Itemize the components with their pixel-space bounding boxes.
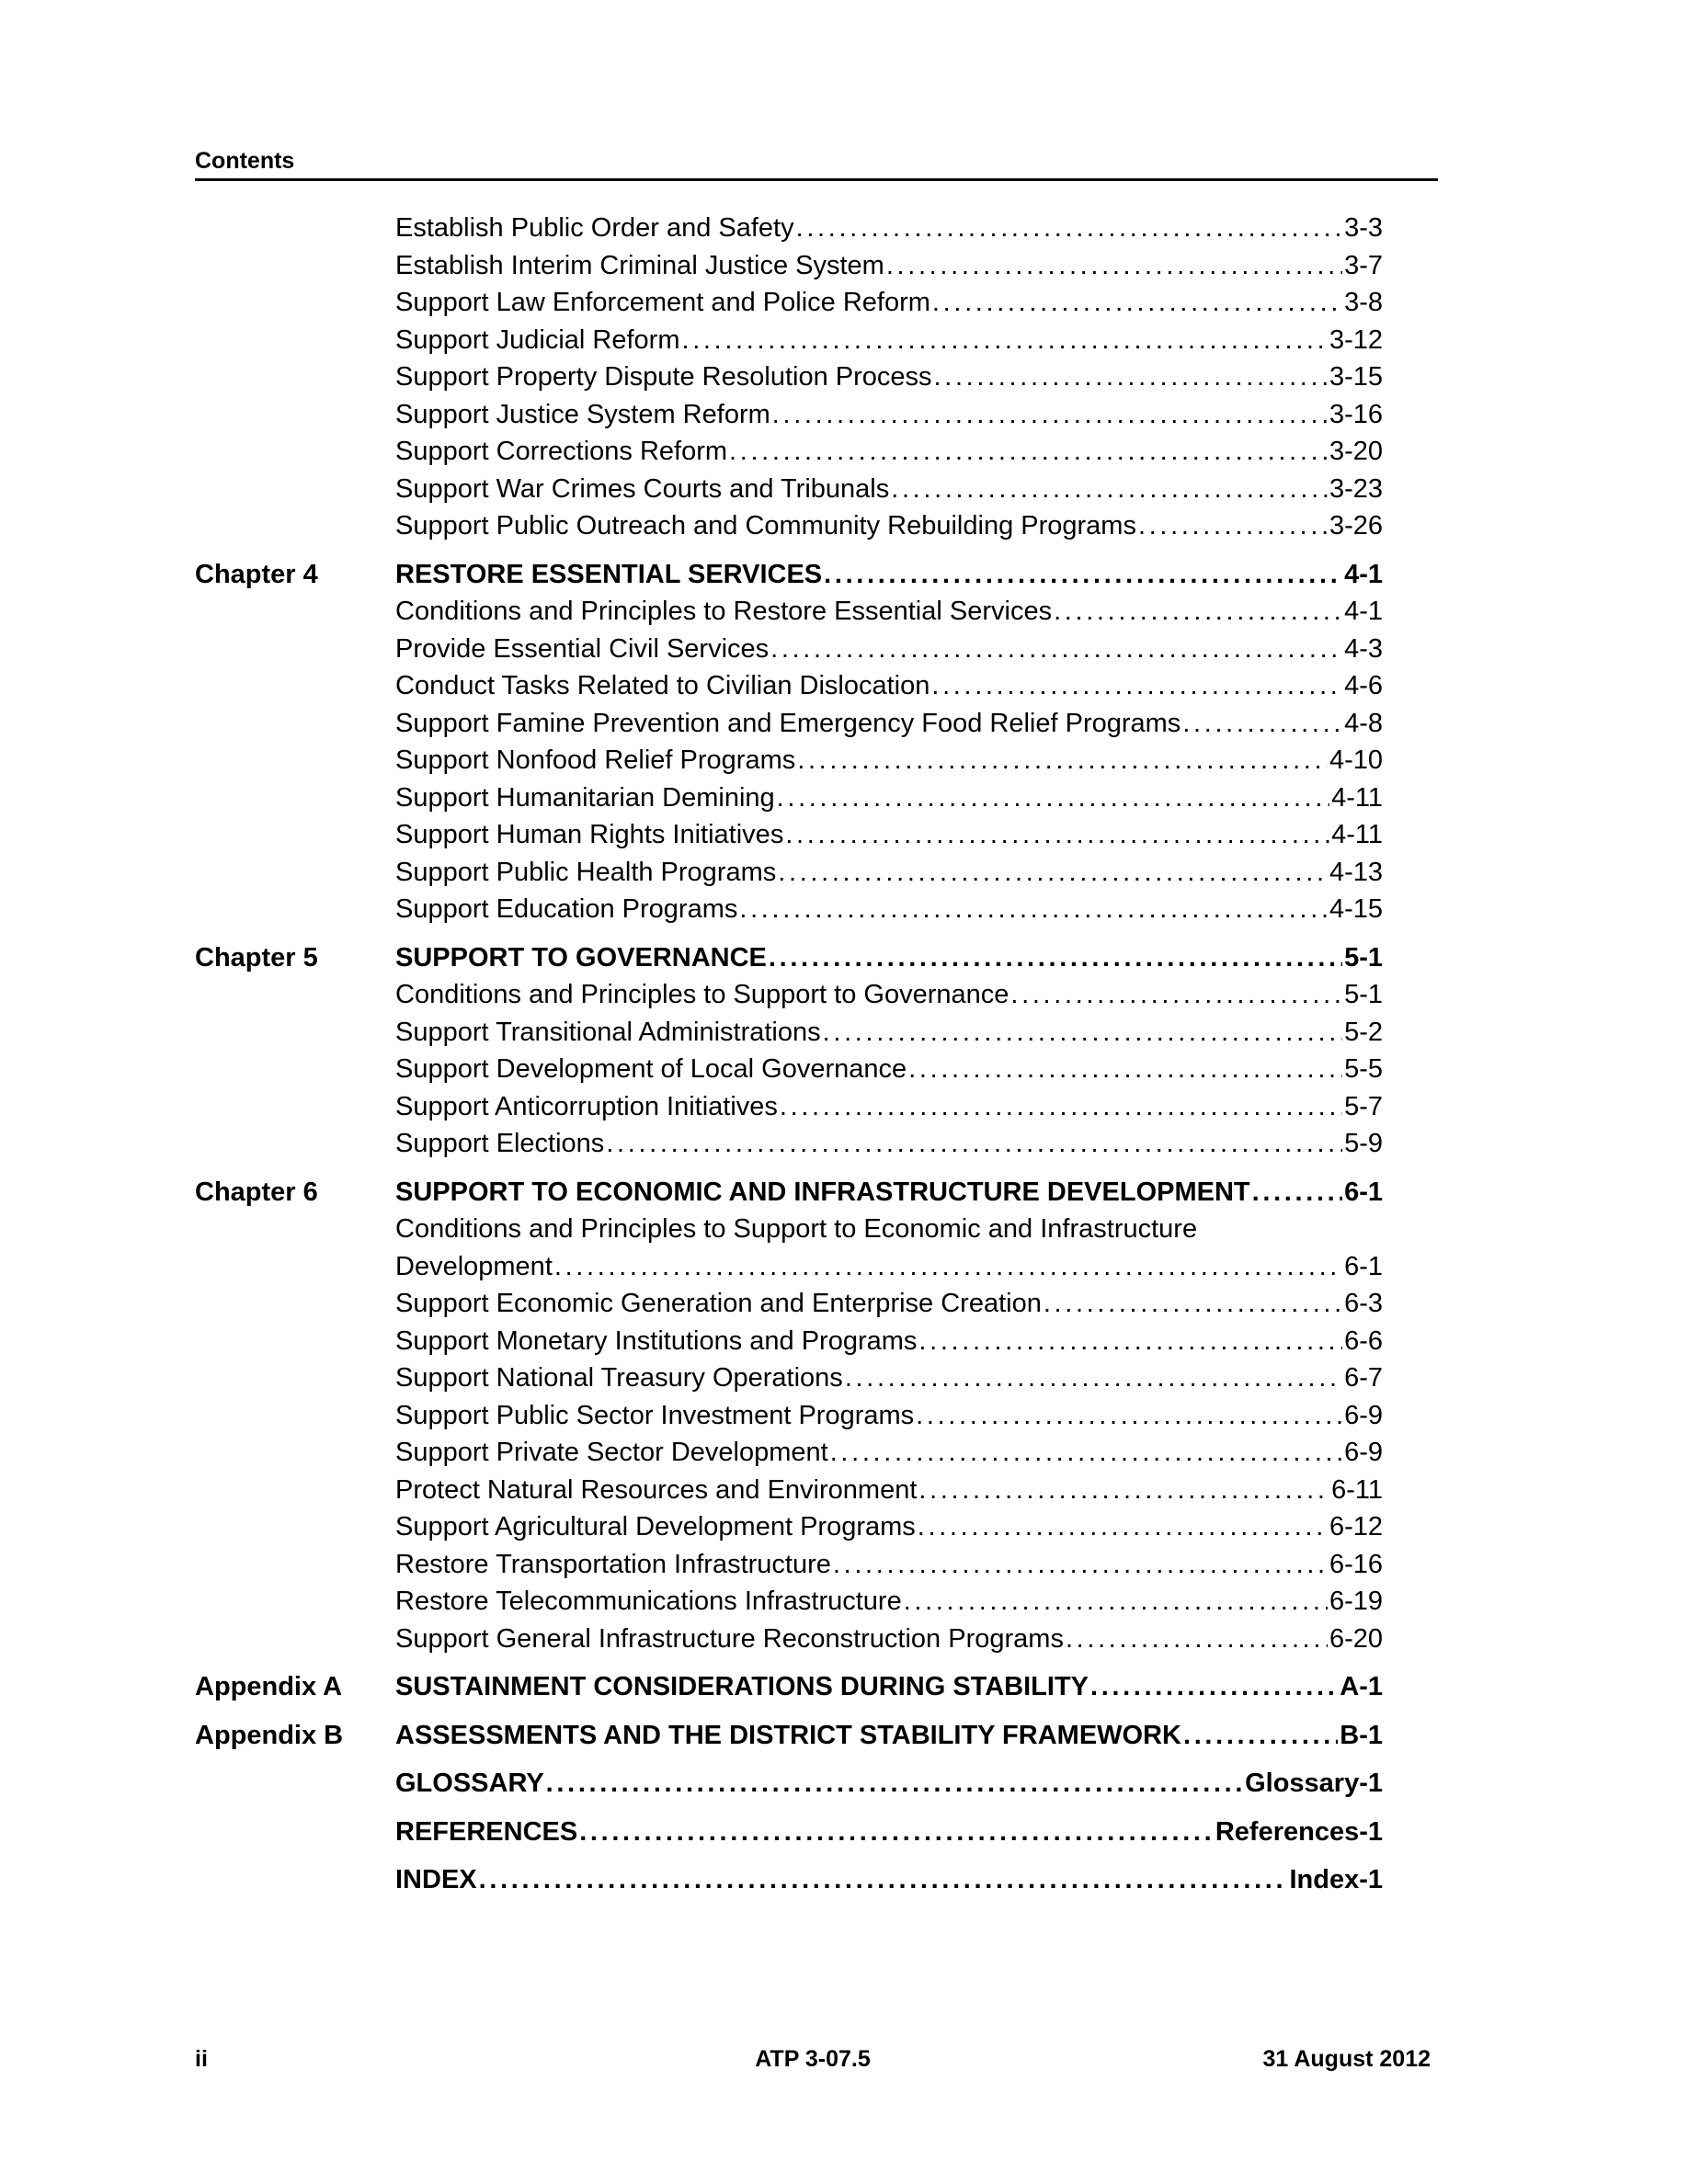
toc-entry[interactable] [395, 322, 1383, 359]
entry-page-number: 3-7 [1344, 250, 1383, 280]
dot-leader [1066, 1621, 1328, 1658]
toc-entry[interactable] [395, 891, 1383, 928]
entry-page-number: 3-23 [1329, 473, 1383, 504]
dot-leader [1044, 1285, 1342, 1323]
entry-page-number: References-1 [1215, 1816, 1383, 1847]
entry-page-number: 5-7 [1344, 1091, 1383, 1121]
entry-title: REFERENCES [395, 1816, 578, 1847]
entry-page-number: 3-15 [1329, 362, 1383, 392]
entry-title: Support Elections [395, 1129, 605, 1158]
entry-title: Support Justice System Reform [395, 399, 770, 429]
toc-section [195, 939, 1383, 1163]
toc-section [195, 1174, 1383, 1658]
entry-title: Support General Infrastructure Reconstruction Programs [395, 1623, 1064, 1654]
dot-leader [918, 1472, 1329, 1509]
entry-page-number: 6-7 [1344, 1363, 1383, 1393]
entry-page-number: 5-2 [1344, 1017, 1383, 1047]
entry-title: Conditions and Principles to Restore Essential Services [395, 597, 1053, 626]
entry-title: Support Law Enforcement and Police Reform [395, 288, 930, 317]
footer-page-number: ii [195, 2046, 208, 2072]
entry-page-number: 4-1 [1344, 597, 1383, 626]
entry-page-number: 3-12 [1329, 324, 1383, 355]
toc-heading-entry[interactable] [395, 1668, 1383, 1706]
toc-section [195, 1668, 1383, 1706]
toc-heading-entry[interactable] [395, 556, 1383, 594]
footer-date: 31 August 2012 [1262, 2046, 1431, 2072]
section-label: Chapter 5 [195, 942, 318, 973]
toc-section [195, 1814, 1383, 1851]
entry-title: Support Humanitarian Demining [395, 782, 775, 813]
toc-heading-entry[interactable] [395, 1814, 1383, 1851]
dot-leader [830, 1434, 1342, 1472]
dot-leader [1054, 593, 1342, 631]
section-label: Appendix B [195, 1720, 344, 1750]
entry-title: Conditions and Principles to Support to Governance [395, 980, 1009, 1009]
entry-page-number: 3-26 [1329, 511, 1383, 540]
entry-title: Restore Telecommunications Infrastructure [395, 1587, 902, 1616]
dot-leader [891, 471, 1328, 508]
entry-page-number: 5-5 [1344, 1054, 1383, 1084]
toc-entry[interactable] [395, 1051, 1383, 1088]
entry-title: Support Famine Prevention and Emergency Food Relief Programs [395, 708, 1181, 738]
dot-leader [778, 854, 1328, 892]
toc-entry[interactable] [395, 1472, 1383, 1509]
dot-leader [797, 742, 1328, 779]
entry-page-number: 6-9 [1344, 1400, 1383, 1430]
toc-entry[interactable] [395, 358, 1383, 396]
entry-page-number: 6-1 [1344, 1177, 1383, 1207]
toc-entry[interactable] [395, 1397, 1383, 1435]
toc-entry[interactable] [395, 1285, 1383, 1323]
entry-page-number: 6-11 [1331, 1474, 1383, 1505]
toc-entry[interactable] [395, 1621, 1383, 1658]
entry-page-number: 6-16 [1329, 1549, 1383, 1579]
dot-leader [1010, 976, 1342, 1014]
toc-entry[interactable] [395, 976, 1383, 1014]
toc-entry[interactable] [395, 779, 1383, 817]
section-entries [395, 1174, 1383, 1658]
header-title: Contents [195, 148, 295, 174]
entry-title: Support Economic Generation and Enterprise Creation [395, 1289, 1042, 1318]
footer-publication: ATP 3-07.5 [755, 2046, 871, 2072]
dot-leader [934, 358, 1328, 396]
toc-section [195, 210, 1383, 545]
dot-leader [769, 939, 1342, 977]
toc-entry[interactable] [395, 1088, 1383, 1126]
section-entries [395, 1861, 1383, 1899]
entry-title: Support War Crimes Courts and Tribunals [395, 473, 890, 504]
dot-leader [931, 667, 1342, 705]
dot-leader [904, 1583, 1328, 1621]
dot-leader [739, 891, 1328, 928]
entry-title: SUSTAINMENT CONSIDERATIONS DURING STABILITY [395, 1672, 1089, 1701]
dot-leader [886, 247, 1342, 285]
entry-page-number: 4-11 [1331, 820, 1383, 849]
entry-page-number: 4-1 [1344, 559, 1383, 589]
entry-page-number: 5-1 [1344, 980, 1383, 1009]
entry-page-number: 3-8 [1344, 288, 1383, 317]
entry-page-number: 3-3 [1344, 213, 1383, 243]
toc-entry[interactable] [395, 667, 1383, 705]
dot-leader [681, 322, 1327, 359]
entry-title: Support Private Sector Development [395, 1438, 828, 1467]
section-entries [395, 1765, 1383, 1803]
entry-title: Support National Treasury Operations [395, 1363, 843, 1393]
section-label: Chapter 4 [195, 559, 318, 589]
dot-leader [772, 396, 1328, 434]
toc-entry[interactable] [395, 1546, 1383, 1584]
entry-title: Support Public Sector Investment Programs [395, 1400, 915, 1430]
toc-entry[interactable] [395, 742, 1383, 779]
dot-leader [1252, 1174, 1342, 1211]
entry-title: RESTORE ESSENTIAL SERVICES [395, 559, 823, 589]
dot-leader [833, 1546, 1328, 1584]
table-of-contents [195, 210, 1383, 1899]
entry-title: Protect Natural Resources and Environment [395, 1474, 918, 1505]
dot-leader [579, 1814, 1214, 1851]
entry-title: Support Nonfood Relief Programs [395, 745, 796, 775]
entry-page-number: 6-20 [1329, 1623, 1383, 1654]
entry-title: Support Judicial Reform [395, 324, 680, 355]
entry-title: Support Human Rights Initiatives [395, 820, 784, 849]
toc-section [195, 1861, 1383, 1899]
toc-entry[interactable] [395, 471, 1383, 508]
dot-leader [823, 1014, 1342, 1052]
entry-page-number: 4-3 [1344, 633, 1383, 664]
entry-title: Support Public Outreach and Community Rebuilding Programs [395, 511, 1136, 540]
dot-leader [918, 1508, 1328, 1546]
page-footer [195, 2042, 1431, 2076]
toc-entry[interactable] [395, 284, 1383, 322]
toc-heading-entry[interactable] [395, 1765, 1383, 1803]
entry-title: Support Education Programs [395, 894, 738, 924]
dot-leader [918, 1323, 1342, 1360]
section-entries [395, 939, 1383, 1163]
dot-leader [780, 1088, 1342, 1126]
entry-title: Provide Essential Civil Services [395, 633, 770, 664]
section-entries [395, 210, 1383, 545]
dot-leader [1182, 705, 1342, 743]
dot-leader [932, 284, 1342, 322]
entry-page-number: 6-12 [1329, 1512, 1383, 1541]
entry-title: Development [395, 1251, 553, 1281]
entry-page-number: 5-1 [1344, 942, 1383, 973]
entry-title: Support Corrections Reform [395, 437, 728, 466]
entry-page-number: Index-1 [1289, 1865, 1383, 1894]
entry-page-number: 4-11 [1331, 782, 1383, 813]
toc-entry[interactable] [395, 507, 1383, 545]
toc-entry[interactable] [395, 396, 1383, 434]
section-entries [395, 1717, 1383, 1755]
toc-heading-entry[interactable] [395, 1861, 1383, 1899]
entry-title: Support Transitional Administrations [395, 1017, 821, 1047]
entry-page-number: 3-20 [1329, 437, 1383, 466]
toc-entry[interactable] [395, 1125, 1383, 1163]
entry-title: Restore Transportation Infrastructure [395, 1549, 831, 1579]
toc-entry[interactable] [395, 854, 1383, 892]
toc-entry[interactable] [395, 1583, 1383, 1621]
entry-title: Support Property Dispute Resolution Process [395, 362, 932, 392]
dot-leader [1183, 1717, 1338, 1755]
entry-title: Conditions and Principles to Support to Economic and Infrastructure [395, 1214, 1198, 1244]
entry-page-number: 5-9 [1344, 1129, 1383, 1158]
entry-page-number: Glossary-1 [1245, 1769, 1383, 1798]
toc-entry[interactable] [395, 1359, 1383, 1397]
toc-entry[interactable] [395, 1014, 1383, 1052]
entry-page-number: 6-19 [1329, 1587, 1383, 1616]
entry-page-number: 6-3 [1344, 1289, 1383, 1318]
dot-leader [785, 816, 1329, 854]
toc-entry[interactable] [395, 631, 1383, 668]
toc-entry[interactable] [395, 210, 1383, 247]
toc-entry[interactable] [395, 247, 1383, 285]
entry-page-number: B-1 [1340, 1720, 1383, 1750]
entry-page-number: 6-6 [1344, 1325, 1383, 1356]
entry-page-number: 6-9 [1344, 1438, 1383, 1467]
toc-heading-entry[interactable] [395, 1174, 1383, 1211]
entry-page-number: 3-16 [1329, 399, 1383, 429]
entry-title: Support Development of Local Governance [395, 1054, 907, 1084]
section-entries [395, 1668, 1383, 1706]
entry-title: ASSESSMENTS AND THE DISTRICT STABILITY FRAMEWORK [395, 1720, 1181, 1750]
entry-page-number: 4-6 [1344, 671, 1383, 700]
toc-entry[interactable] [395, 593, 1383, 631]
toc-entry[interactable] [395, 1211, 1383, 1285]
dot-leader [1090, 1668, 1338, 1706]
entry-title: INDEX [395, 1865, 477, 1894]
dot-leader [908, 1051, 1342, 1088]
dot-leader [554, 1248, 1342, 1286]
section-entries [395, 556, 1383, 928]
entry-page-number: 4-13 [1329, 857, 1383, 887]
toc-section [195, 1717, 1383, 1755]
toc-section [195, 1765, 1383, 1803]
dot-leader [606, 1125, 1342, 1163]
toc-entry[interactable] [395, 1323, 1383, 1360]
toc-entry[interactable] [395, 1508, 1383, 1546]
dot-leader [845, 1359, 1342, 1397]
toc-entry[interactable] [395, 1434, 1383, 1472]
toc-section [195, 556, 1383, 928]
section-label: Chapter 6 [195, 1177, 318, 1207]
entry-page-number: A-1 [1340, 1672, 1383, 1701]
section-label: Appendix A [195, 1672, 343, 1701]
dot-leader [770, 631, 1342, 668]
entry-title: Support Public Health Programs [395, 857, 777, 887]
entry-title: Conduct Tasks Related to Civilian Dislocation [395, 671, 930, 700]
entry-page-number: 4-10 [1329, 745, 1383, 775]
toc-entry[interactable] [395, 433, 1383, 471]
dot-leader [729, 433, 1328, 471]
toc-heading-entry[interactable] [395, 1717, 1383, 1755]
entry-title: Support Monetary Institutions and Programs [395, 1325, 918, 1356]
entry-title: SUPPORT TO ECONOMIC AND INFRASTRUCTURE DEVELOPMENT [395, 1177, 1250, 1207]
dot-leader [1138, 507, 1328, 545]
entry-title: Establish Public Order and Safety [395, 213, 794, 243]
entry-page-number: 4-8 [1344, 708, 1383, 738]
dot-leader [479, 1861, 1288, 1899]
dot-leader [546, 1765, 1243, 1803]
page-header [195, 147, 1438, 181]
entry-title: Establish Interim Criminal Justice System [395, 250, 884, 280]
toc-entry[interactable] [395, 705, 1383, 743]
entry-title: Support Agricultural Development Programs [395, 1512, 916, 1541]
entry-title: GLOSSARY [395, 1769, 544, 1798]
dot-leader [824, 556, 1342, 594]
section-entries [395, 1814, 1383, 1851]
dot-leader [916, 1397, 1342, 1435]
entry-page-number: 6-1 [1344, 1251, 1383, 1281]
dot-leader [777, 779, 1329, 817]
toc-entry[interactable] [395, 816, 1383, 854]
entry-page-number: 4-15 [1329, 894, 1383, 924]
entry-title: Support Anticorruption Initiatives [395, 1091, 778, 1121]
dot-leader [796, 210, 1342, 247]
toc-heading-entry[interactable] [395, 939, 1383, 977]
entry-title: SUPPORT TO GOVERNANCE [395, 942, 767, 973]
